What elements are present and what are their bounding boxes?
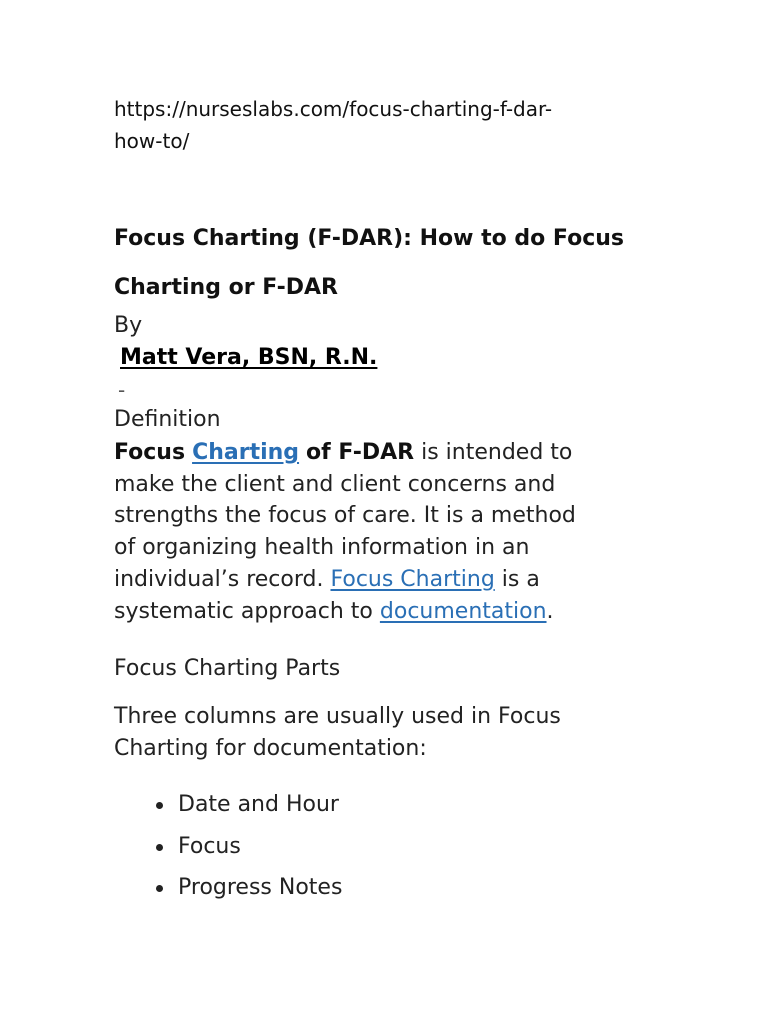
list-item-label: Focus: [178, 833, 241, 859]
bullet-icon: [156, 885, 163, 892]
definition-text-2: is a systematic approach to: [114, 566, 540, 624]
charting-link[interactable]: Charting: [192, 440, 300, 465]
term-of-fdar: of F-DAR: [306, 440, 415, 465]
bullet-icon: [156, 844, 163, 851]
list-item: [114, 871, 342, 913]
byline-label: By: [114, 313, 143, 338]
documentation-link[interactable]: documentation: [379, 598, 547, 624]
focus-charting-link[interactable]: Focus Charting: [330, 566, 495, 592]
parts-heading: Focus Charting Parts: [114, 656, 341, 681]
definition-paragraph: [114, 437, 594, 627]
author-link[interactable]: Matt Vera, BSN, R.N.: [120, 345, 378, 370]
parts-list: [114, 788, 342, 913]
byline-separator: -: [118, 378, 126, 402]
article-title-line-1: Focus Charting (F-DAR): How to do Focus: [114, 226, 624, 251]
list-item-label: Date and Hour: [178, 792, 339, 817]
bullet-icon: [156, 802, 163, 809]
source-url: https://nurseslabs.com/focus-charting-f-dar-how-to/: [114, 97, 553, 153]
list-item: [114, 830, 342, 872]
list-item: [114, 788, 342, 830]
definition-text-1: is intended to make the client and client concerns and strengths the focus of care. It is a method of organizing health information in an individual’s record.: [114, 440, 576, 592]
parts-intro: Three columns are usually used in Focus Charting for documentation:: [114, 704, 561, 761]
definition-heading: Definition: [114, 407, 221, 432]
article-title-line-2: Charting or F-DAR: [114, 275, 338, 300]
list-item-label: Progress Notes: [178, 875, 343, 900]
definition-end-punct: .: [546, 598, 554, 624]
term-focus: Focus: [114, 440, 186, 465]
